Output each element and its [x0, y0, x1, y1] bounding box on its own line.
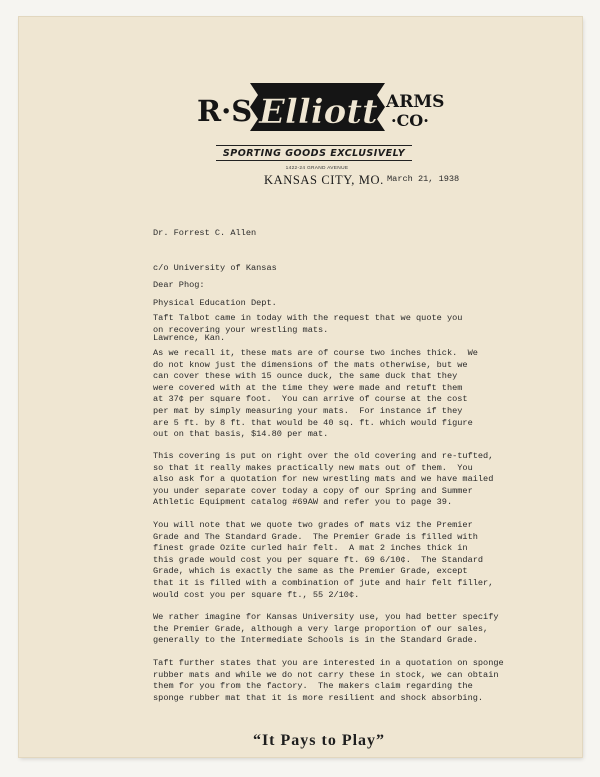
logo-arms: ARMS [386, 92, 445, 112]
logo-name: Elliott [259, 92, 378, 132]
company-logo [195, 79, 445, 149]
recipient-line: Dr. Forrest C. Allen [153, 228, 257, 239]
body-paragraph: You will note that we quote two grades of mats viz the Premier Grade and The Standard Grade. The Premier Grade is filled with finest grade Ozite curled hair felt. A mat 2 inches thick in this grade would cost you per square ft. 69 6/10¢. The Standard Grade, which is exactly the same as the Premier Grade, except that it is filled with a combination of jute and hair felt filler, would cost you per square ft., 55 2/10¢. [153, 520, 494, 600]
recipient-line: Physical Education Dept. [153, 297, 277, 308]
body-paragraph: We rather imagine for Kansas University use, you had better specify the Premier Grade, although a very large proportion of our sales, generally to the Intermediate Schools is in the Standard Grade. [153, 612, 499, 646]
recipient-line: Lawrence, Kan. [153, 332, 226, 343]
tagline-rule-top [216, 145, 412, 146]
company-city: KANSAS CITY, MO. [264, 173, 384, 187]
logo-initials: R·S· [197, 94, 263, 128]
body-paragraph: Taft Talbot came in today with the request that we quote you on recovering your wrestling mats. [153, 313, 463, 335]
letter-date: March 21, 1938 [387, 174, 460, 184]
letter-page [19, 17, 582, 757]
recipient-line: c/o University of Kansas [153, 262, 277, 273]
body-paragraph: As we recall it, these mats are of course two inches thick. We do not know just the dimensions of the mats otherwise, but we can cover these with 15 ounce duck, the same duck that they were covered with at the time they were made and retuft them at 37¢ per square foot. You can arrive of course at the cost per mat by simply measuring your mats. For instance if they are 5 ft. by 8 ft. that would be 40 sq. ft. which would figure out on that basis, $14.80 per mat. [153, 348, 478, 440]
body-paragraph: Taft further states that you are interested in a quotation on sponge rubber mats and while we do not carry these in stock, we can obtain them for you from the factory. The makers claim regarding the sponge rubber mat that it is more resilient and shock absorbing. [153, 658, 504, 703]
footer-motto: “It Pays to Play” [252, 732, 386, 749]
salutation: Dear Phog: [153, 280, 205, 290]
logo-co: ·CO· [391, 111, 429, 130]
body-paragraph: This covering is put on right over the old covering and re-tufted, so that it really makes practically new mats out of them. You also ask for a quotation for new wrestling mats and we have mailed you under separate cover today a copy of our Spring and Summer Athletic Equipment catalog #69AW and refer you to page 39. [153, 451, 494, 508]
tagline-rule-bottom [216, 160, 412, 161]
company-tagline: SPORTING GOODS EXCLUSIVELY [222, 148, 406, 159]
company-address: 1422-24 GRAND AVENUE [285, 166, 349, 171]
